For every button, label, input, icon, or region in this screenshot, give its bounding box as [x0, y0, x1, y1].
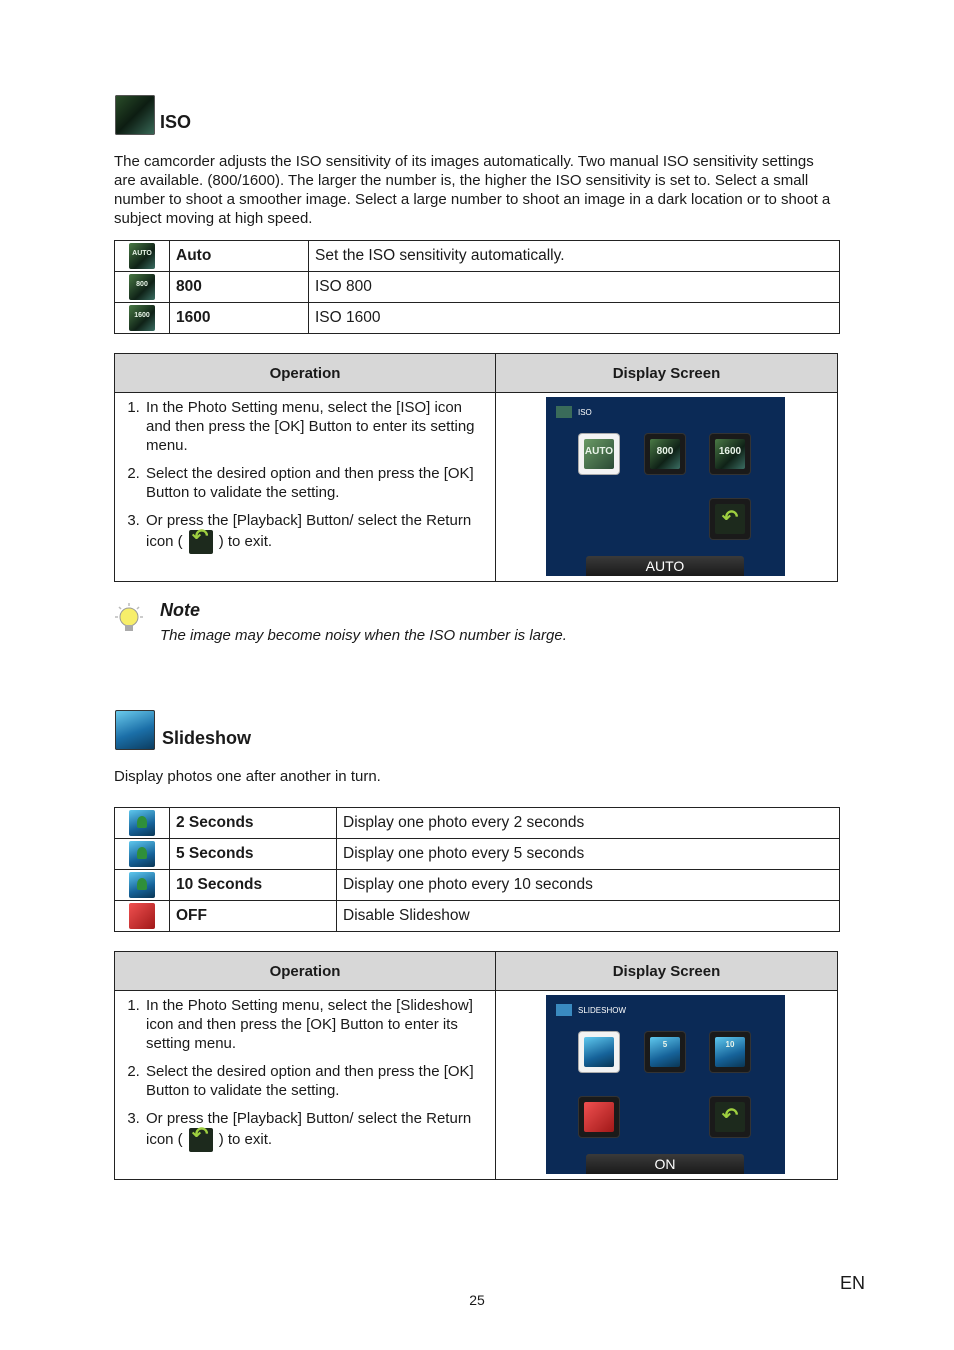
note-text: The image may become noisy when the ISO number is large. — [160, 627, 567, 644]
iso-mini-icon — [556, 406, 572, 418]
option-desc: Display one photo every 10 seconds — [337, 870, 840, 901]
slideshow-2s-tile[interactable] — [579, 1032, 619, 1072]
option-name: 5 Seconds — [170, 839, 337, 870]
return-icon — [189, 1128, 213, 1152]
slideshow-off-icon — [129, 903, 155, 929]
status-bar: AUTO — [586, 556, 744, 576]
return-tile-icon[interactable]: ↶ — [710, 499, 750, 539]
slideshow-2s-icon — [129, 810, 155, 836]
slideshow-off-tile[interactable] — [579, 1097, 619, 1137]
slideshow-section-icon — [115, 710, 155, 750]
slideshow-10s-tile[interactable]: 10 — [710, 1032, 750, 1072]
slideshow-title: Slideshow — [162, 728, 252, 748]
status-bar: ON — [586, 1154, 744, 1174]
iso-display-screen — [546, 397, 785, 576]
slideshow-5s-icon — [129, 841, 155, 867]
list-item: 3. Or press the [Playback] Button/ select the Return icon (↶ ) to exit. — [144, 1109, 486, 1152]
list-item: 1. In the Photo Setting menu, select the [ISO] icon and then press the [OK] Button to enter its setting menu. — [144, 398, 486, 455]
display-header: Display Screen — [496, 952, 838, 991]
slideshow-10s-icon — [129, 872, 155, 898]
option-desc: ISO 1600 — [309, 303, 840, 334]
option-desc: Set the ISO sensitivity automatically. — [309, 241, 840, 272]
page-number: 25 — [469, 1292, 485, 1308]
slideshow-steps — [116, 996, 486, 1152]
option-desc: Display one photo every 5 seconds — [337, 839, 840, 870]
language-label: EN — [840, 1273, 866, 1293]
slideshow-display-screen — [546, 995, 785, 1174]
option-name: 800 — [170, 272, 309, 303]
iso-1600-icon: 1600 — [129, 305, 155, 331]
table-row — [115, 901, 840, 932]
screen-title: SLIDESHOW — [578, 1006, 627, 1015]
iso-section-icon — [115, 95, 155, 135]
table-row — [115, 272, 840, 303]
option-desc: ISO 800 — [309, 272, 840, 303]
iso-auto-icon: AUTO — [129, 243, 155, 269]
list-item: 3. Or press the [Playback] Button/ select the Return icon (↶ ) to exit. — [144, 511, 486, 554]
table-row — [115, 870, 840, 901]
option-name: OFF — [170, 901, 337, 932]
option-name: 1600 — [170, 303, 309, 334]
table-row — [115, 303, 840, 334]
slideshow-options-table — [114, 807, 840, 932]
iso-intro: The camcorder adjusts the ISO sensitivity of its images automatically. Two manual ISO sensitivity settings are available. (800/1600). The larger the number is, the higher the ISO sensitivity is set to. Select a small number to shoot a smoother image. Select a large number to shoot an image in a dark location or to shoot a subject moving at high speed. — [114, 153, 831, 227]
operation-header: Operation — [115, 354, 496, 393]
table-row — [115, 241, 840, 272]
iso-auto-tile[interactable]: AUTO — [579, 434, 619, 474]
slideshow-5s-tile[interactable]: 5 — [645, 1032, 685, 1072]
return-icon — [189, 530, 213, 554]
list-item: 2. Select the desired option and then press the [OK] Button to validate the setting. — [144, 1062, 486, 1100]
list-item: 2. Select the desired option and then press the [OK] Button to validate the setting. — [144, 464, 486, 502]
list-item: 1. In the Photo Setting menu, select the [Slideshow] icon and then press the [OK] Button to enter its setting menu. — [144, 996, 486, 1053]
note-title: Note — [160, 600, 200, 620]
slideshow-mini-icon — [556, 1004, 572, 1016]
iso-title: ISO — [160, 112, 192, 132]
display-header: Display Screen — [496, 354, 838, 393]
slideshow-intro: Display photos one after another in turn. — [114, 768, 381, 785]
option-name: Auto — [170, 241, 309, 272]
lightbulb-icon — [112, 602, 146, 636]
option-desc: Disable Slideshow — [337, 901, 840, 932]
iso-steps — [116, 398, 486, 554]
option-name: 10 Seconds — [170, 870, 337, 901]
iso-800-tile[interactable]: 800 — [645, 434, 685, 474]
return-tile-icon[interactable]: ↶ — [710, 1097, 750, 1137]
option-name: 2 Seconds — [170, 808, 337, 839]
screen-title: ISO — [578, 408, 592, 417]
operation-header: Operation — [115, 952, 496, 991]
table-row — [115, 808, 840, 839]
iso-options-table — [114, 240, 840, 334]
option-desc: Display one photo every 2 seconds — [337, 808, 840, 839]
iso-800-icon: 800 — [129, 274, 155, 300]
table-row — [115, 839, 840, 870]
iso-1600-tile[interactable]: 1600 — [710, 434, 750, 474]
